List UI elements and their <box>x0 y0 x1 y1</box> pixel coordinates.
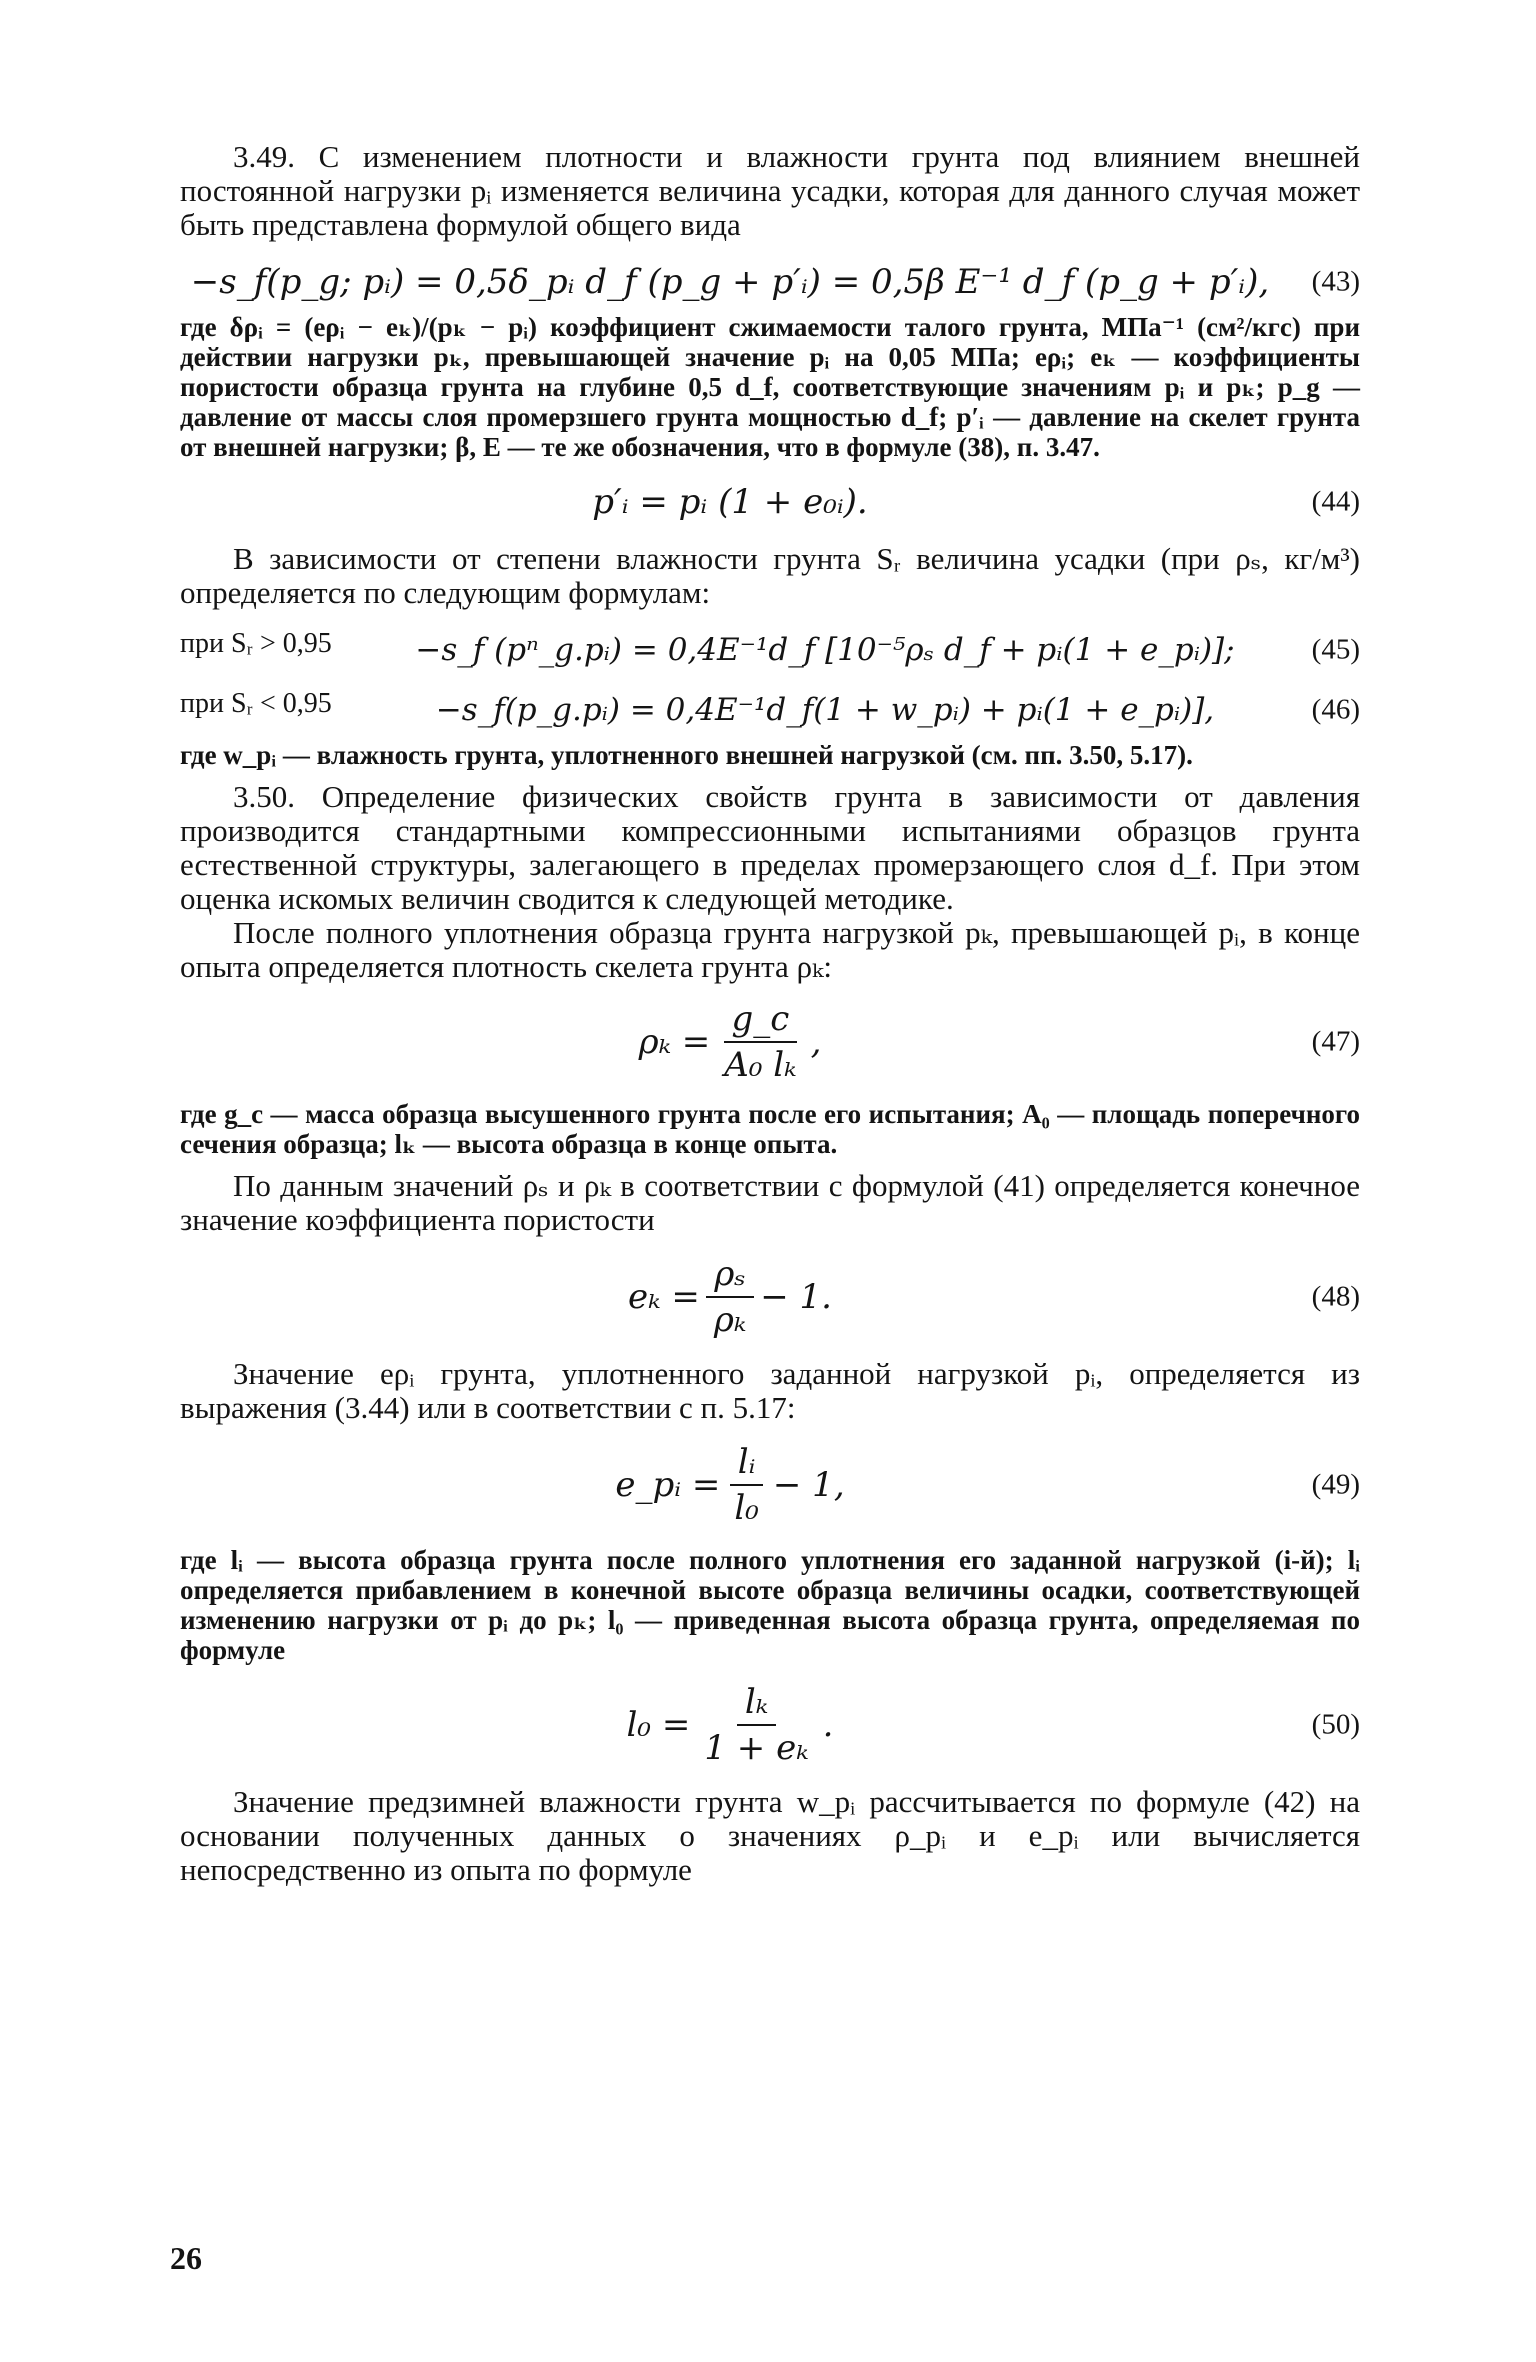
equation-45 <box>180 620 1360 680</box>
equation-45-condition: при Sᵣ > 0,95 <box>180 628 332 659</box>
where-block-47: где g_c — масса образца высушенного грунта после его испытания; A₀ — площадь поперечного сечения образца; lₖ — высота образца в конце опыта. <box>180 1099 1360 1159</box>
equation-48-number: (48) <box>1311 1280 1360 1313</box>
equation-48-denominator: ρₖ <box>713 1300 747 1340</box>
equation-50-numerator: lₖ <box>737 1682 776 1726</box>
equation-48-fraction <box>706 1254 754 1340</box>
equation-46-body: −s_f(p_g.pᵢ) = 0,4E⁻¹d_f(1 + w_pᵢ) + pᵢ(1 + e_pᵢ)], <box>435 692 1215 728</box>
equation-45-number: (45) <box>1311 633 1360 666</box>
equation-48-numerator: ρₛ <box>706 1254 753 1298</box>
equation-44-body: p′ᵢ = pᵢ (1 + e₀ᵢ). <box>592 482 868 522</box>
paragraph-3-50: 3.50. Определение физических свойств грунта в зависимости от давления производится стандартными компрессионными испытаниями образцов грунта естественной структуры, залегающего в пределах промерзающего слоя d_f. При этом оценка искомых величин сводится к следующей методике. <box>180 779 1360 916</box>
paragraph-by-data: По данным значений ρₛ и ρₖ в соответствии с формулой (41) определяется конечное значение коэффициента пористости <box>180 1168 1360 1237</box>
equation-50-number: (50) <box>1311 1708 1360 1741</box>
page-number: 26 <box>170 2240 202 2276</box>
equation-47-number: (47) <box>1311 1025 1360 1057</box>
equation-43-number: (43) <box>1311 265 1360 298</box>
equation-50-denominator: 1 + eₖ <box>704 1728 809 1768</box>
equation-50 <box>180 1665 1360 1785</box>
equation-47 <box>180 984 1360 1099</box>
equation-50-fraction <box>696 1682 816 1768</box>
equation-47-lhs: ρₖ = <box>638 1021 711 1062</box>
equation-49-lhs: e_pᵢ = <box>615 1465 721 1505</box>
equation-48-lhs: eₖ = <box>628 1277 700 1317</box>
equation-49-fraction <box>726 1442 767 1528</box>
equation-47-numerator: g_c <box>724 999 798 1043</box>
equation-50-lhs: l₀ = <box>626 1705 691 1745</box>
where-block-43: где δρᵢ = (eρᵢ − eₖ)/(pₖ − pᵢ) коэффициент сжимаемости талого грунта, МПа⁻¹ (см²/кгс) при действии нагрузки pₖ, превышающей значение pᵢ на 0,05 МПа; eρᵢ; eₖ — коэффициенты пористости образца грунта на глубине 0,5 d_f, соответствующие значениям pᵢ и pₖ; p_g — давление от массы слоя промерзшего грунта мощностью d_f; p′ᵢ — давление на скелет грунта от внешней нагрузки; β, E — те же обозначения, что в формуле (38), п. 3.47. <box>180 312 1360 462</box>
equation-49-denominator: l₀ <box>734 1488 759 1528</box>
equation-46-condition: при Sᵣ < 0,95 <box>180 688 332 719</box>
equation-43-body: −s_f(p_g; pᵢ) = 0,5δ_pᵢ d_f (p_g + p′ᵢ) = 0,5β E⁻¹ d_f (p_g + p′ᵢ), <box>190 262 1270 302</box>
equation-49-number: (49) <box>1311 1468 1360 1501</box>
equation-48-tail: − 1. <box>760 1277 832 1317</box>
paragraph-after-compaction: После полного уплотнения образца грунта нагрузкой pₖ, превышающей pᵢ, в конце опыта определяется плотность скелета грунта ρₖ: <box>180 915 1360 984</box>
equation-49-tail: − 1, <box>772 1465 845 1505</box>
where-block-46: где w_pᵢ — влажность грунта, уплотненного внешней нагрузкой (см. пп. 3.50, 5.17). <box>180 740 1193 770</box>
equation-47-denominator: A₀ lₖ <box>724 1044 797 1085</box>
where-block-49: где lᵢ — высота образца грунта после полного уплотнения его заданной нагрузкой (i-й); lᵢ определяется прибавлением в конечной высоте образца величины осадки, соответствующей изменению нагрузки от pᵢ до pₖ; l₀ — приведенная высота образца грунта, определяемая по формуле <box>180 1545 1360 1665</box>
document-page <box>180 140 1360 1887</box>
equation-49 <box>180 1425 1360 1545</box>
equation-43 <box>180 252 1360 312</box>
equation-44 <box>180 472 1360 532</box>
equation-50-body <box>180 1665 1280 1785</box>
paragraph-value-e: Значение eρᵢ грунта, уплотненного заданной нагрузкой pᵢ, определяется из выражения (3.44) или в соответствии с п. 5.17: <box>180 1356 1360 1425</box>
equation-46-number: (46) <box>1311 693 1360 726</box>
equation-47-tail: , <box>810 1021 822 1062</box>
paragraph-dependence: В зависимости от степени влажности грунта Sᵣ величина усадки (при ρₛ, кг/м³) определяется по следующим формулам: <box>180 541 1360 610</box>
equation-47-body <box>180 984 1280 1099</box>
equation-48 <box>180 1237 1360 1357</box>
equation-49-body <box>180 1425 1280 1545</box>
paragraph-3-49: 3.49. С изменением плотности и влажности грунта под влиянием внешней постоянной нагрузки pᵢ изменяется величина усадки, которая для данного случая может быть представлена формулой общего вида <box>180 139 1360 242</box>
equation-47-fraction <box>716 999 804 1085</box>
equation-50-tail: . <box>822 1705 834 1745</box>
equation-48-body <box>180 1237 1280 1357</box>
paragraph-prewinter-moisture: Значение предзимней влажности грунта w_pᵢ рассчитывается по формуле (42) на основании полученных данных о значениях ρ_pᵢ и e_pᵢ или вычисляется непосредственно из опыта по формуле <box>180 1784 1361 1887</box>
equation-44-number: (44) <box>1311 485 1360 518</box>
equation-46 <box>180 680 1360 740</box>
equation-49-numerator: lᵢ <box>730 1442 764 1486</box>
equation-45-body: −s_f (pⁿ_g.pᵢ) = 0,4E⁻¹d_f [10⁻⁵ρₛ d_f + pᵢ(1 + e_pᵢ)]; <box>415 632 1235 668</box>
